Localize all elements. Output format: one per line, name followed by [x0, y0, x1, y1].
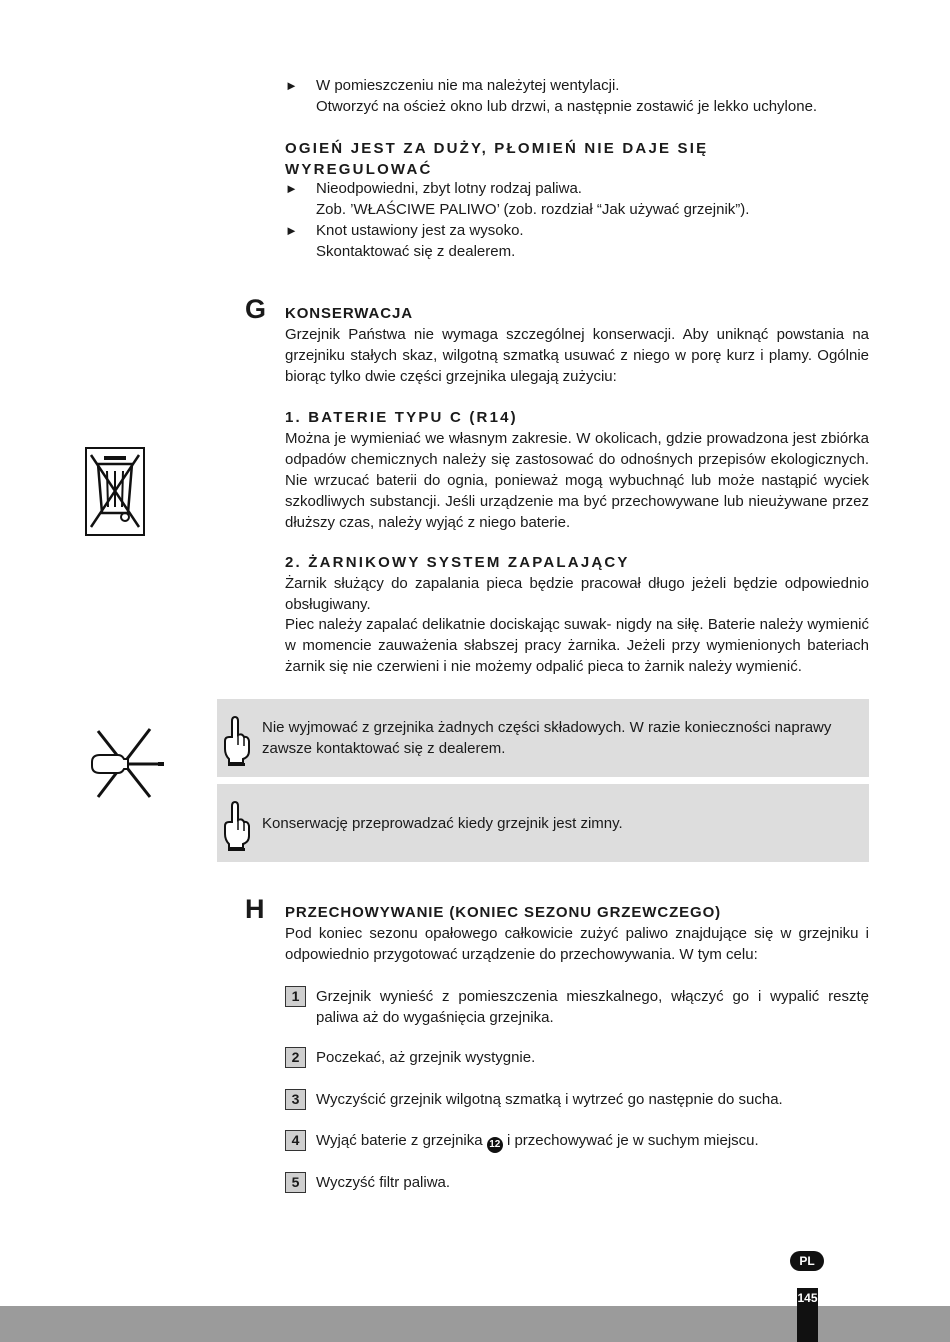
- language-badge: PL: [790, 1251, 824, 1271]
- section-letter-h: H: [245, 894, 265, 924]
- section-g-heading: KONSERWACJA: [285, 305, 413, 322]
- bullet-line: W pomieszczeniu nie ma należytej wentylacji.: [316, 77, 620, 94]
- no-screwdriver-icon: [88, 725, 168, 801]
- step-text-part: Wyjąć baterie z grzejnika: [316, 1132, 483, 1149]
- batteries-text: Można je wymieniać we własnym zakresie. W okolicach, gdzie prowadzona jest zbiórka odpadów chemicznych należy się zastosować do odnośnych przepisów ekologicznych. Nie wrzucać baterii do ognia, ponieważ mogą wybuchnąć lub może nastąpić wyciek szkodliwych substancji. Jeśli urządzenie ma być przechowywane lub nieużywane przez dłuższy czas, należy wyjąć z niego baterie.: [285, 430, 869, 531]
- fire-bullet-2: [285, 220, 869, 262]
- section-g-intro: Grzejnik Państwa nie wymaga szczególnej konserwacji. Aby uniknąć powstania na grzejniku stałych skaz, wilgotną szmatką usuwać z niego w porę kurz i plamy. Ogólnie biorąc tylko dwie części grzejnika ulegają zużyciu:: [285, 326, 869, 385]
- ignition-text-2: Piec należy zapalać delikatnie dociskając suwak- nigdy na siłę. Baterie należy wymienić w momencie zauważenia słabszej pracy żarnika. Jeżeli przy wymienionych bateriach żarnik się nie czerwieni i nie możemy odpalić pieca to żarnik należy wymienić.: [285, 616, 869, 675]
- note-text: Nie wyjmować z grzejnika żadnych części składowych. W razie konieczności naprawy zawsze kontaktować się z dealerem.: [262, 719, 832, 757]
- step-text: [316, 1130, 869, 1153]
- step-3: [285, 1089, 869, 1110]
- step-number: 2: [285, 1047, 306, 1068]
- step-text: Wyczyścić grzejnik wilgotną szmatką i wytrzeć go następnie do sucha.: [316, 1091, 783, 1108]
- bullet-line: Knot ustawiony jest za wysoko.: [316, 222, 524, 239]
- fire-heading: [285, 138, 869, 180]
- heading-line: WYREGULOWAĆ: [285, 161, 433, 178]
- section-letter-g: G: [245, 294, 267, 324]
- bullet-line: Otworzyć na oścież okno lub drzwi, a następnie zostawić je lekko uchylone.: [316, 98, 818, 115]
- step-4: [285, 1130, 869, 1153]
- note-box-cold-heater: [217, 784, 869, 862]
- section-h-heading: PRZECHOWYWANIE (KONIEC SEZONU GRZEWCZEGO): [285, 904, 722, 921]
- step-text-part: i przechowywać je w suchym miejscu.: [506, 1132, 759, 1149]
- part-reference-badge: 12: [487, 1137, 503, 1153]
- bullet-line: Skontaktować się z dealerem.: [316, 243, 516, 260]
- ignition-heading: 2. ŻARNIKOWY SYSTEM ZAPALAJĄCY: [285, 554, 630, 571]
- section-h-intro: Pod koniec sezonu opałowego całkowicie zużyć paliwo znajdujące się w grzejniku i odpowiednio przygotować urządzenie do przechowywania. W tym celu:: [285, 925, 869, 963]
- step-5: [285, 1172, 869, 1193]
- step-number: 1: [285, 986, 306, 1007]
- note-text: Konserwację przeprowadzać kiedy grzejnik jest zimny.: [262, 815, 623, 832]
- pointing-hand-icon: [223, 715, 251, 773]
- pointing-hand-icon: [223, 800, 251, 858]
- step-text: Grzejnik wynieść z pomieszczenia mieszkalnego, włączyć go i wypalić resztę paliwa aż do wygaśnięcia grzejnika.: [316, 988, 869, 1026]
- fire-bullet-1: [285, 178, 869, 220]
- step-number: 4: [285, 1130, 306, 1151]
- arrow-bullet-icon: ►: [285, 181, 298, 196]
- step-text: Wyczyść filtr paliwa.: [316, 1174, 451, 1191]
- bullet-line: Zob. ’WŁAŚCIWE PALIWO’ (zob. rozdział “Jak używać grzejnik”).: [316, 201, 750, 218]
- arrow-bullet-icon: ►: [285, 78, 298, 93]
- step-text: Poczekać, aż grzejnik wystygnie.: [316, 1049, 536, 1066]
- note-box-no-disassembly: [217, 699, 869, 777]
- crossed-out-wheelie-bin-icon: [85, 447, 145, 536]
- heading-line: OGIEŃ JEST ZA DUŻY, PŁOMIEŃ NIE DAJE SIĘ: [285, 140, 709, 157]
- ignition-text-1: Żarnik służący do zapalania pieca będzie pracował długo jeżeli będzie odpowiednio obsługiwany.: [285, 575, 869, 613]
- step-number: 3: [285, 1089, 306, 1110]
- arrow-bullet-icon: ►: [285, 223, 298, 238]
- bullet-line: Nieodpowiedni, zbyt lotny rodzaj paliwa.: [316, 180, 582, 197]
- step-number: 5: [285, 1172, 306, 1193]
- batteries-heading: 1. BATERIE TYPU C (R14): [285, 409, 518, 426]
- ventilation-bullet: [285, 75, 869, 117]
- step-2: [285, 1047, 869, 1068]
- page-number: 145: [797, 1288, 818, 1342]
- step-1: [285, 986, 869, 1028]
